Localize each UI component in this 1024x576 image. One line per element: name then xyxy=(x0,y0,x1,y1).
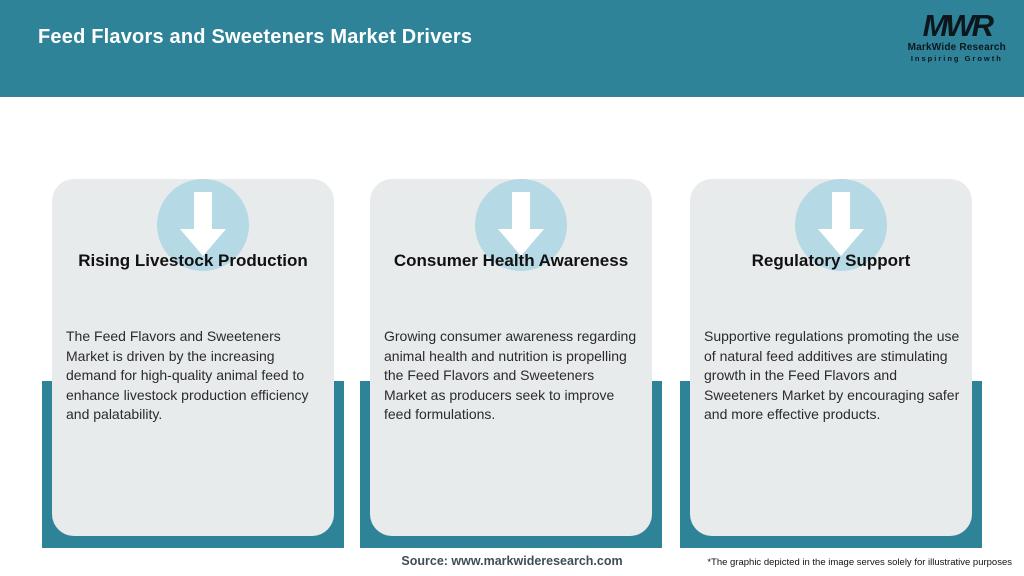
card-body xyxy=(370,179,652,536)
header-bar xyxy=(0,0,1024,97)
card-description: Growing consumer awareness regarding animal health and nutrition is propelling the Feed Flavors and Sweeteners Market as producers seek to improve feed formulations. xyxy=(384,328,637,422)
driver-card-rising-livestock-production xyxy=(42,140,344,548)
card-body xyxy=(690,179,972,536)
page-title: Feed Flavors and Sweeteners Market Drivers xyxy=(38,26,473,48)
logo-name: MarkWide Research xyxy=(907,42,1006,53)
card-title: Rising Livestock Production xyxy=(78,251,308,270)
card-description: Supportive regulations promoting the use of natural feed additives are stimulating growth in the Feed Flavors and Sweeteners Market by encouraging safer and more effective products. xyxy=(704,328,960,422)
card-body xyxy=(52,179,334,536)
logo-monogram: MWR xyxy=(922,8,992,43)
markwide-research-logo xyxy=(908,10,1006,63)
card-description: The Feed Flavors and Sweeteners Market is driven by the increasing demand for high-quality animal feed to enhance livestock production efficiency and palatability. xyxy=(66,328,309,422)
driver-card-consumer-health-awareness xyxy=(360,140,662,548)
source-text: Source: www.markwideresearch.com xyxy=(401,554,623,568)
logo-tagline: Inspiring Growth xyxy=(910,54,1003,63)
card-title: Consumer Health Awareness xyxy=(393,251,629,270)
card-title: Regulatory Support xyxy=(751,251,911,270)
disclaimer-text: *The graphic depicted in the image serves solely for illustrative purposes xyxy=(707,557,1012,568)
driver-card-regulatory-support xyxy=(680,140,982,548)
